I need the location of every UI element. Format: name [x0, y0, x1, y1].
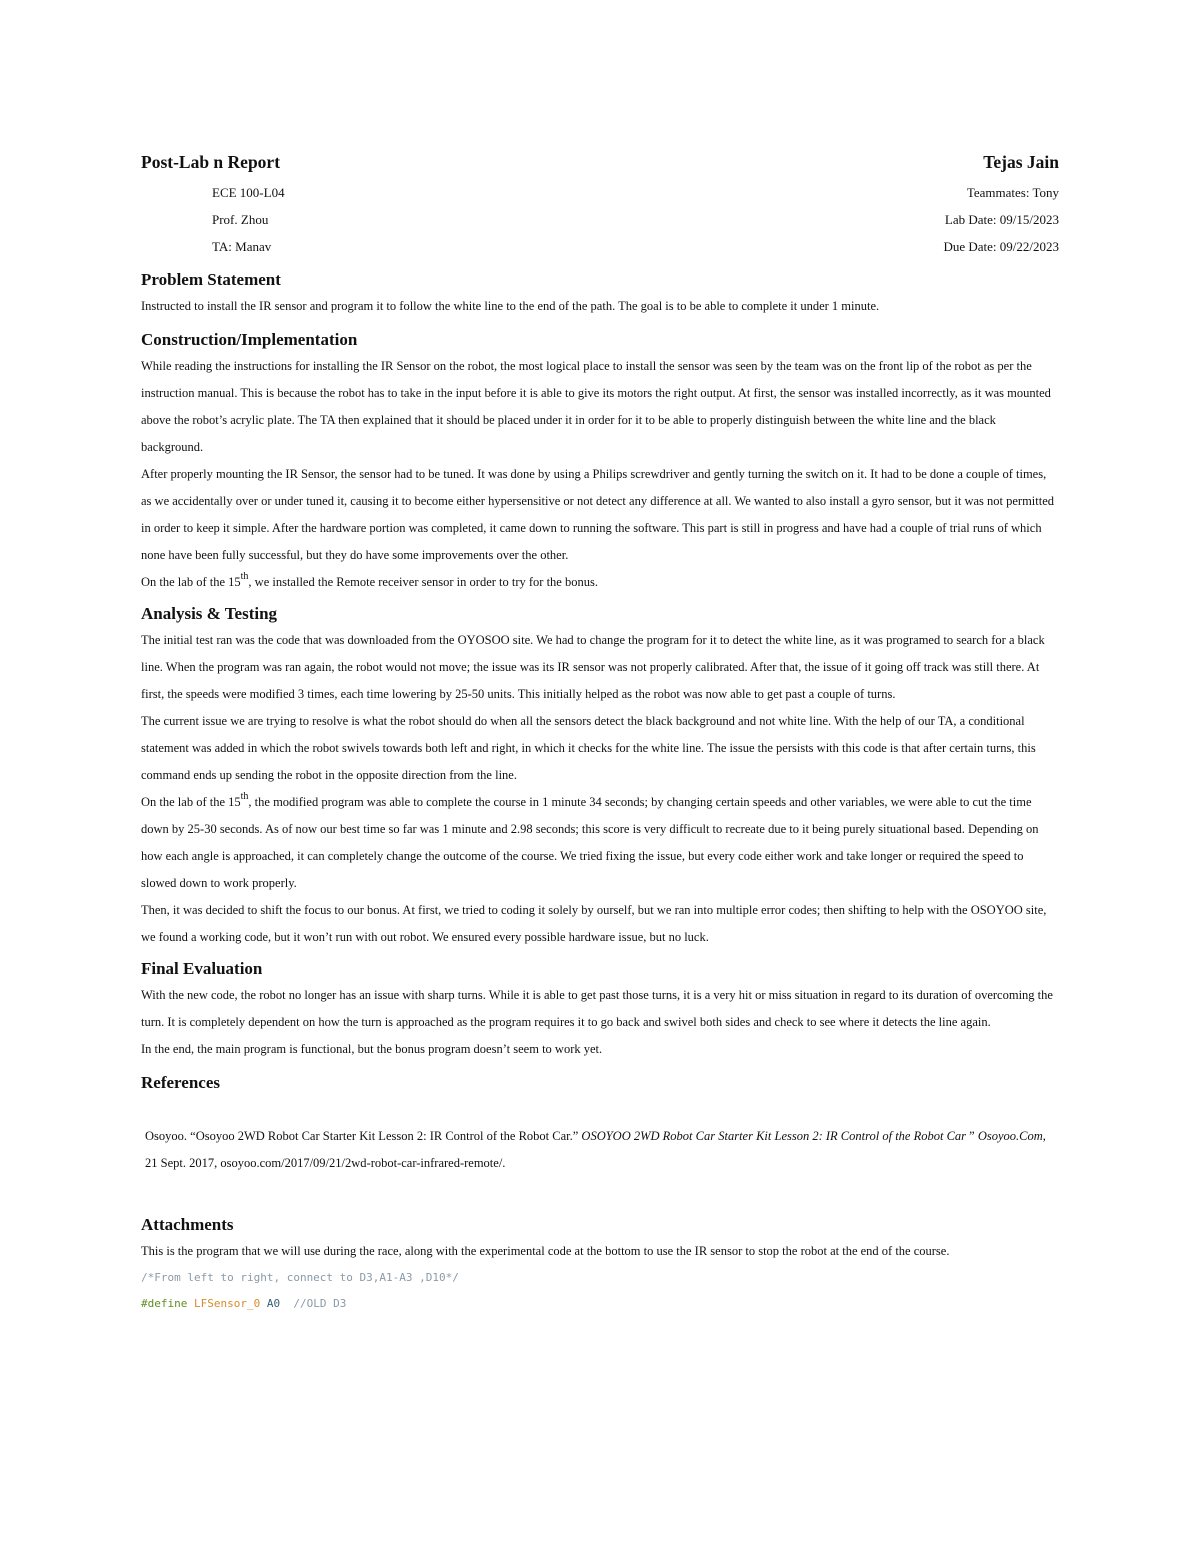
- code-line-1: /*From left to right, connect to D3,A1-A3 ,D10*/: [141, 1271, 459, 1284]
- teammates: Teammates: Tony: [966, 184, 1059, 200]
- evaluation-paragraph-1: With the new code, the robot no longer has an issue with sharp turns. While it is able to get past those turns, it is a very hit or miss situation in regard to its duration of overcoming the turn. It is completely dependent on how the turn is approached as the program requires it to go back and swivel both sides and check to see where it detects the line again.: [141, 988, 1053, 1029]
- professor: Prof. Zhou: [212, 211, 269, 227]
- analysis-paragraph-4: Then, it was decided to shift the focus to our bonus. At first, we tried to coding it solely by ourself, but we ran into multiple error codes; then shifting to help with the OSOYOO site, we found a working code, but it won’t run with out robot. We ensured every possible hardware issue, but no luck.: [141, 903, 1047, 944]
- meta-row-3: [141, 233, 1059, 260]
- heading-problem-statement: Problem Statement: [141, 270, 281, 289]
- meta-row-2: [141, 206, 1059, 233]
- report-header: [141, 152, 1059, 173]
- lab-date: Lab Date: 09/15/2023: [944, 211, 1059, 227]
- ordinal-suffix: th: [240, 791, 249, 802]
- teaching-assistant: TA: Manav: [212, 238, 272, 254]
- attachments-text: This is the program that we will use during the race, along with the experimental code at the bottom to use the IR sensor to stop the robot at the end of the course.: [141, 1244, 950, 1258]
- construction-paragraph-2: After properly mounting the IR Sensor, the sensor had to be tuned. It was done by using a Philips screwdriver and gently turning the switch on it. It had to be done a couple of times, as we accidentally over or under tuned it, causing it to become either hypersensitive or not detect any difference at all. We wanted to also install a gyro sensor, but it was not permitted in order to keep it simple. After the hardware portion was completed, it came down to running the software. This part is still in progress and have had a couple of trial runs of which none have been fully successful, but they do have some improvements over the other.: [141, 467, 1055, 562]
- construction-paragraph-1: While reading the instructions for installing the IR Sensor on the robot, the most logical place to install the sensor was seen by the team was on the front lip of the robot as per the instruction manual. This is because the robot has to take in the input before it is able to give its motors the right output. At first, the sensor was installed incorrectly, as it was mounted above the robot’s acrylic plate. The TA then explained that it should be placed under it in order for it to be able to properly distinguish between the white line and the black background.: [141, 359, 1051, 454]
- course-code: ECE 100-L04: [212, 184, 285, 200]
- code-line-2: #define LFSensor_0 A0 //OLD D3: [141, 1297, 347, 1310]
- problem-statement-text: Instructed to install the IR sensor and program it to follow the white line to the end of the path. The goal is to be able to complete it under 1 minute.: [141, 299, 880, 313]
- report-title: Post-Lab n Report: [141, 152, 281, 172]
- document-page: [141, 152, 1059, 1317]
- heading-attachments: Attachments: [141, 1215, 234, 1234]
- author-name: Tejas Jain: [983, 152, 1059, 172]
- evaluation-paragraph-2: In the end, the main program is functional, but the bonus program doesn’t seem to work yet.: [141, 1042, 603, 1056]
- meta-row-1: [141, 179, 1059, 206]
- construction-paragraph-3: On the lab of the 15th, we installed the Remote receiver sensor in order to try for the bonus.: [141, 571, 598, 589]
- analysis-paragraph-1: The initial test ran was the code that was downloaded from the OYOSOO site. We had to change the program for it to detect the white line, as it was programed to search for a black line. When the program was ran again, the robot would not move; the issue was its IR sensor was not properly calibrated. After that, the issue of it going off track was still there. At first, the speeds were modified 3 times, each time lowering by 25-50 units. This initially helped as the robot was now able to get past a couple of turns.: [141, 633, 1045, 701]
- analysis-paragraph-3: On the lab of the 15th, the modified program was able to complete the course in 1 minute 34 seconds; by changing certain speeds and other variables, we were able to cut the time down by 25-30 seconds. As of now our best time so far was 1 minute and 2.98 seconds; this score is very difficult to recreate due to it being purely situational based. Depending on how each angle is approached, it can completely change the outcome of the course. We tried fixing the issue, but every code either work and take longer or required the speed to slowed down to work properly.: [141, 791, 1039, 890]
- due-date: Due Date: 09/22/2023: [943, 238, 1059, 254]
- ordinal-suffix: th: [240, 571, 249, 582]
- heading-analysis-testing: Analysis & Testing: [141, 604, 278, 623]
- heading-references: References: [141, 1073, 220, 1092]
- heading-final-evaluation: Final Evaluation: [141, 959, 263, 978]
- heading-construction: Construction/Implementation: [141, 330, 358, 349]
- reference-entry: Osoyoo. “Osoyoo 2WD Robot Car Starter Kit Lesson 2: IR Control of the Robot Car.” OSOYOO 2WD Robot Car Starter Kit Lesson 2: IR Control of the Robot Car ” Osoyoo.Com, 21 Sept. 2017, osoyoo.com/2017/09/21/2wd-robot-car-infrared-remote/.: [145, 1129, 1046, 1170]
- analysis-paragraph-2: The current issue we are trying to resolve is what the robot should do when all the sensors detect the black background and not white line. With the help of our TA, a conditional statement was added in which the robot swivels towards both left and right, in which it checks for the white line. The issue the persists with this code is that after certain turns, this command ends up sending the robot in the opposite direction from the line.: [141, 714, 1036, 782]
